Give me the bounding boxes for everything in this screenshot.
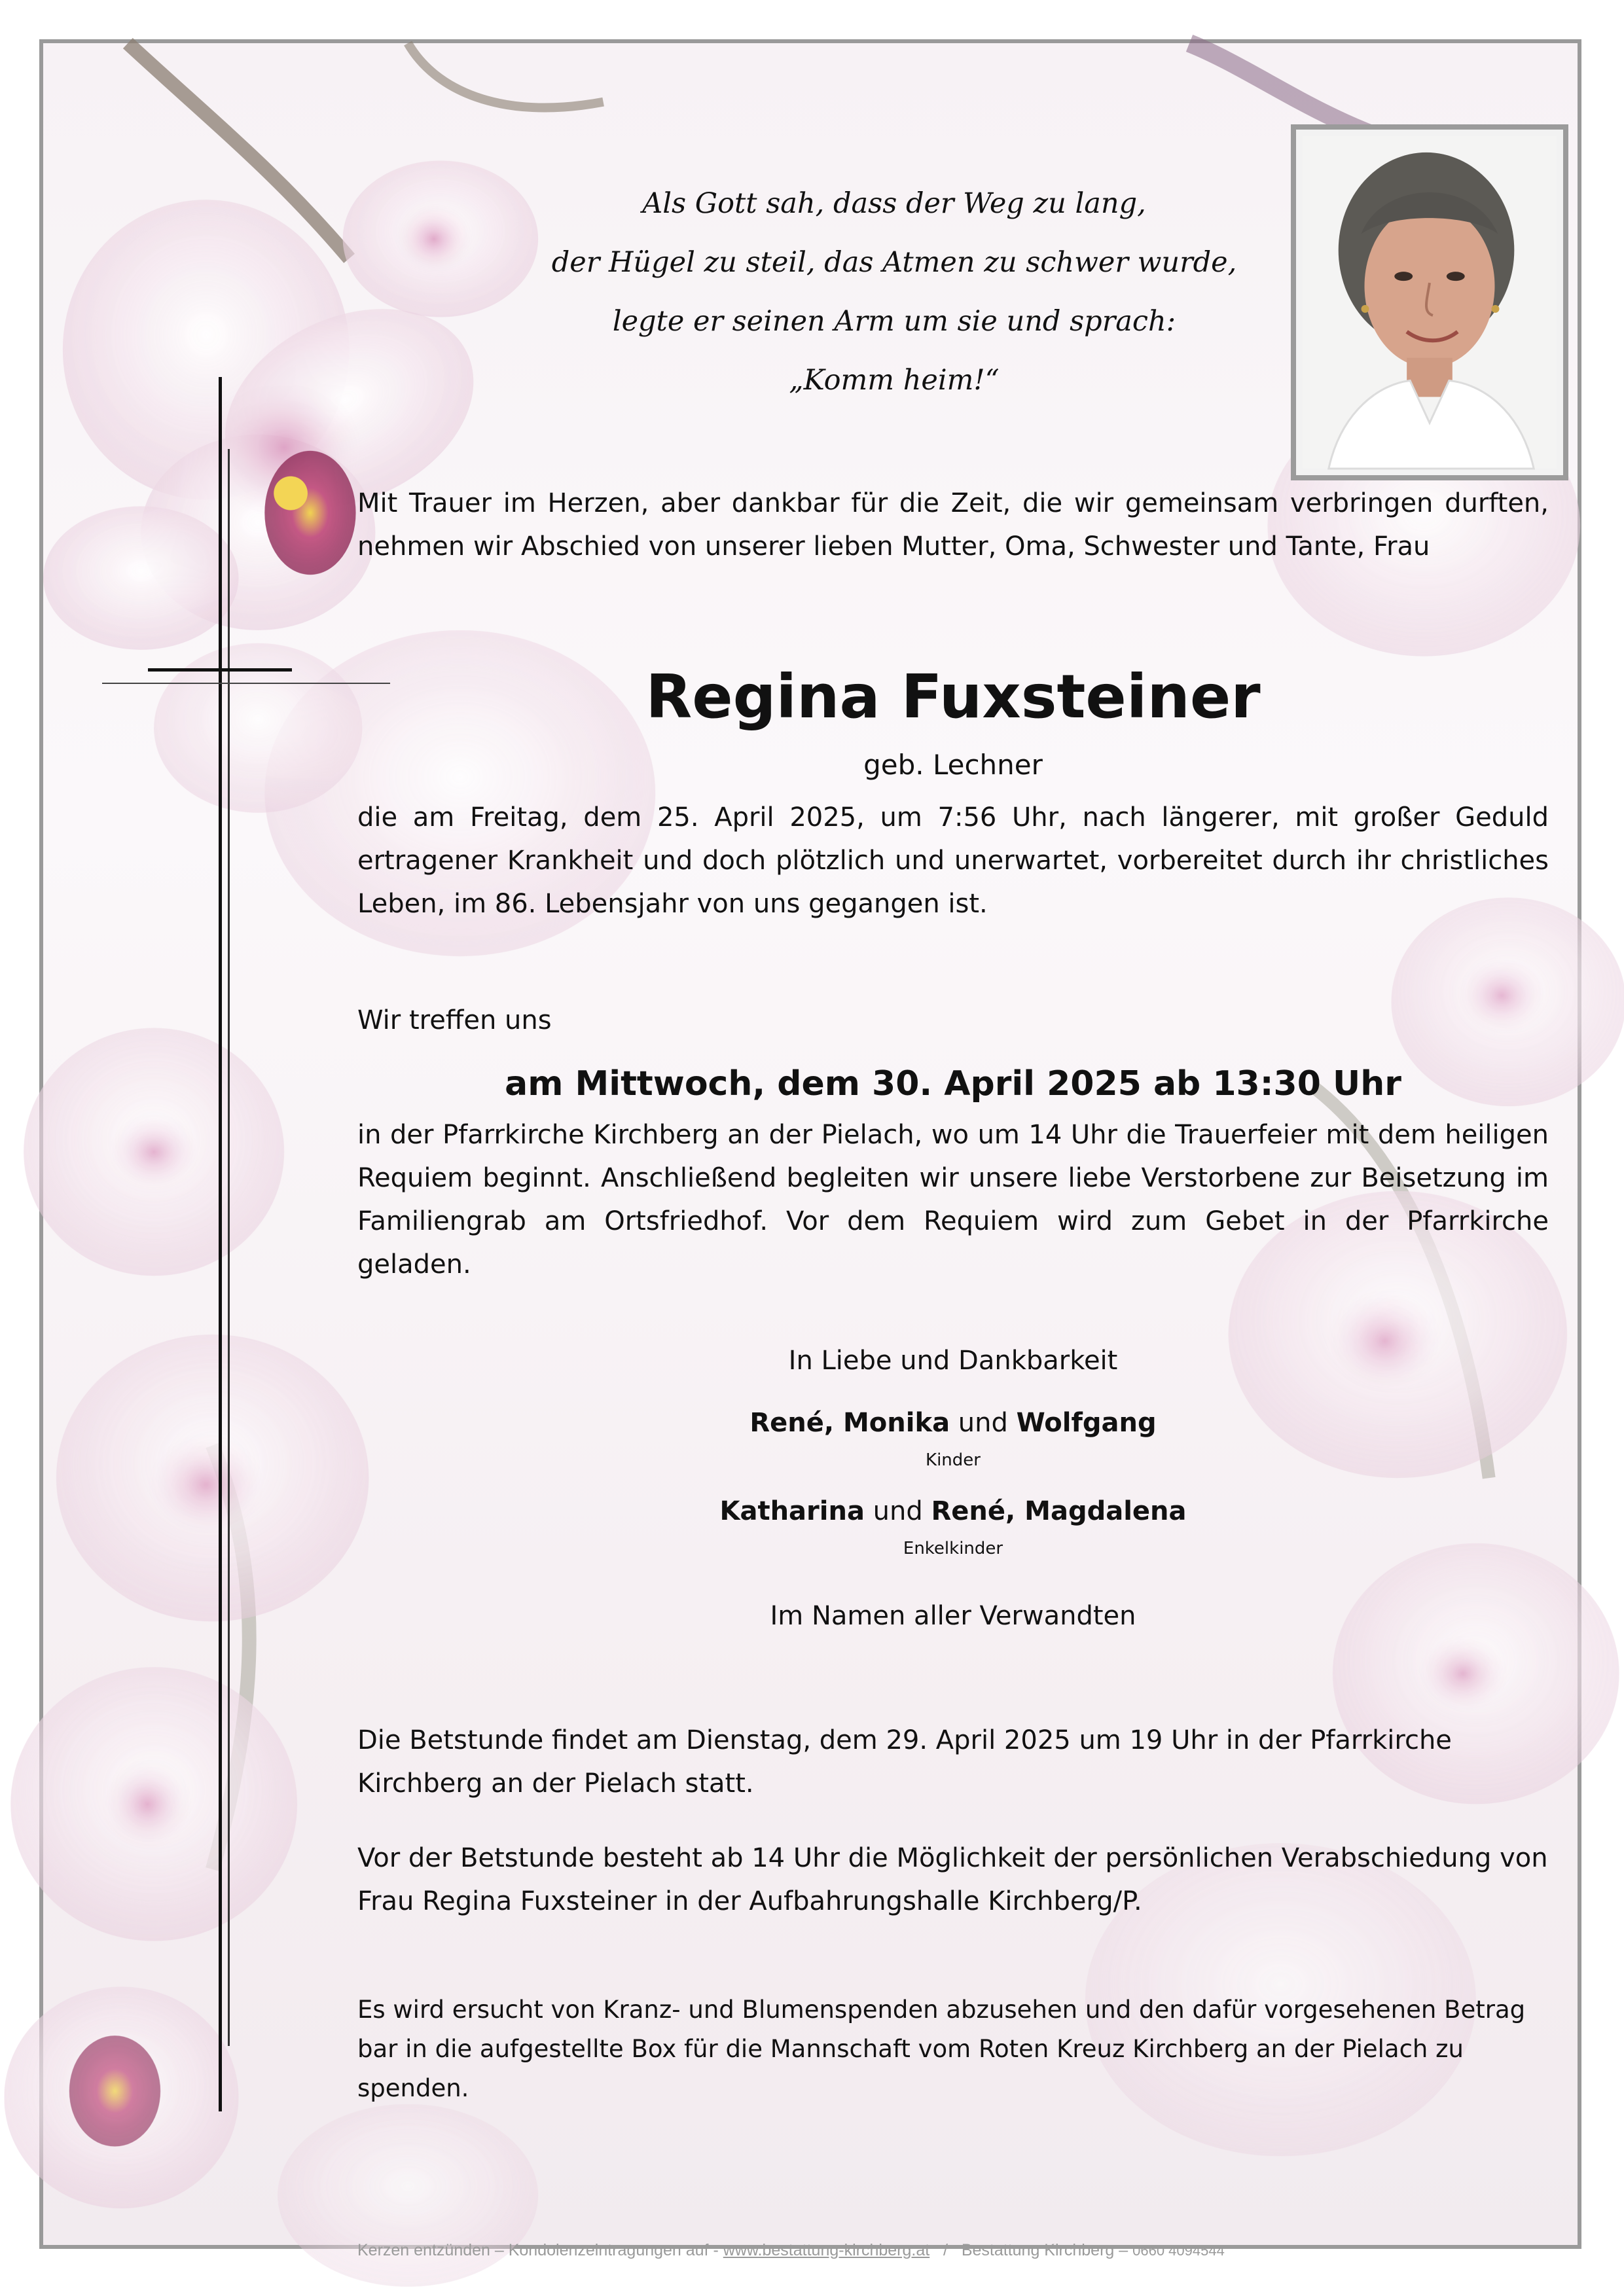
death-notice: die am Freitag, dem 25. April 2025, um 7:56 Uhr, nach längerer, mit großer Geduld ertragener Krankheit und doch plötzlich und unerwartet, vorbereitet durch ihr christliches Leben, im 86. Lebensjahr von uns gegangen ist. (357, 802, 1549, 919)
footer-text: Kerzen entzünden – Kondolenzeintragungen auf - (357, 2241, 723, 2259)
poem-line: legte er seinen Arm um sie und sprach: (612, 305, 1176, 338)
grandchildren-conj: und (873, 1496, 923, 1526)
children-conj: und (958, 1408, 1008, 1438)
meeting-intro: Wir treffen uns (357, 1005, 552, 1035)
portrait-image (1303, 136, 1557, 469)
relatives-line: Im Namen aller Verwandten (770, 1601, 1136, 1631)
poem-line: der Hügel zu steil, das Atmen zu schwer wurde, (551, 246, 1237, 279)
cross-vertical-bar-inner (228, 449, 230, 2046)
portrait-photo (1303, 136, 1557, 469)
meeting-date: am Mittwoch, dem 30. April 2025 ab 13:30 Uhr (505, 1064, 1401, 1103)
cross-horizontal-line (102, 683, 390, 684)
closing-line: In Liebe und Dankbarkeit (788, 1346, 1118, 1376)
cross-horizontal-bar (148, 668, 292, 672)
children-name-2: Wolfgang (1016, 1408, 1157, 1438)
intro-text: Mit Trauer im Herzen, aber dankbar für die Zeit, die wir gemeinsam verbringen durften, nehmen wir Abschied von unserer lieben Mutter, Oma, Schwester und Tante, Frau (357, 488, 1549, 562)
children-names (357, 1408, 1549, 1438)
grandchildren-name-1: Katharina (719, 1496, 865, 1526)
children-label: Kinder (926, 1450, 981, 1470)
portrait-frame (1291, 124, 1568, 480)
deceased-name: Regina Fuxsteiner (645, 662, 1261, 732)
birth-name: geb. Lechner (863, 749, 1043, 781)
website-link[interactable]: www.bestattung-kirchberg.at (723, 2241, 930, 2259)
footer-separator: / (929, 2241, 962, 2259)
footer-phone: 0660 4094544 (1132, 2242, 1225, 2259)
cross-vertical-bar (219, 377, 222, 2111)
poem-line: Als Gott sah, dass der Weg zu lang, (642, 187, 1146, 220)
poem-line: „Komm heim!“ (789, 364, 1000, 397)
grandchildren-name-2: René, Magdalena (931, 1496, 1187, 1526)
footer-company: Bestattung Kirchberg – (961, 2241, 1133, 2259)
grandchildren-label: Enkelkinder (903, 1539, 1003, 1558)
meeting-details: in der Pfarrkirche Kirchberg an der Pielach, wo um 14 Uhr die Trauerfeier mit dem heiligen Requiem beginnt. Anschließend begleiten wir unsere liebe Verstorbene zur Beisetzung im Familiengrab am Ortsfriedhof. Vor dem Requiem wird zum Gebet in der Pfarrkirche geladen. (357, 1120, 1549, 1280)
obituary-card (39, 39, 1581, 2259)
children-name-1: René, Monika (749, 1408, 950, 1438)
footer (357, 2241, 1392, 2260)
farewell-info: Vor der Betstunde besteht ab 14 Uhr die Möglichkeit der persönlichen Verabschiedung von Frau Regina Fuxsteiner in der Aufbahrungshalle Kirchberg/P. (357, 1843, 1548, 1916)
prayer-hour: Die Betstunde findet am Dienstag, dem 29. April 2025 um 19 Uhr in der Pfarrkirche Kirchberg an der Pielach statt. (357, 1725, 1452, 1799)
grandchildren-names (357, 1496, 1549, 1526)
poem (410, 174, 1379, 410)
donation-request: Es wird ersucht von Kranz- und Blumenspenden abzusehen und den dafür vorgesehenen Betrag bar in die aufgestellte Box für die Mannschaft vom Roten Kreuz Kirchberg an der Pielach zu spenden. (357, 1996, 1526, 2102)
